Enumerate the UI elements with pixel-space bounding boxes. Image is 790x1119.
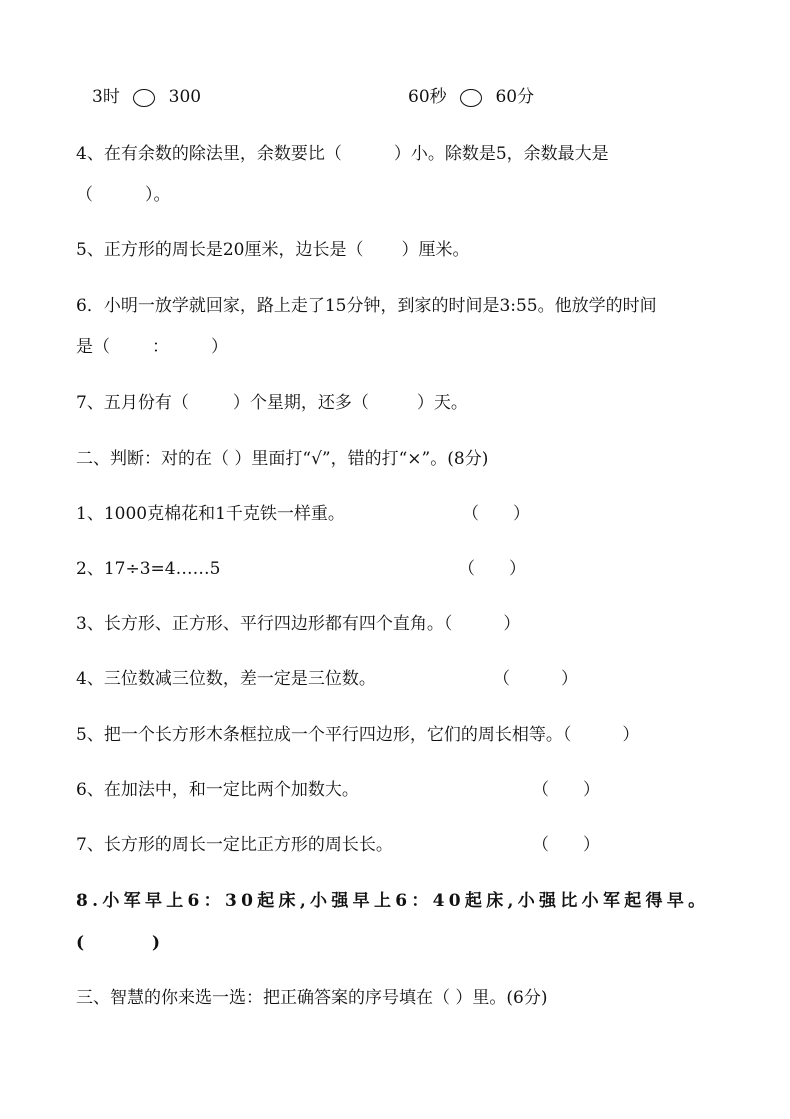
question-4-line1 [76,143,609,165]
question-6-text-c: ） [211,337,228,357]
judge-item-2 [76,558,220,580]
compare-row-right [408,86,534,108]
judge-item-text: 1、1000克棉花和1千克铁一样重。 [76,504,345,524]
compare-left-b: 300 [168,87,202,107]
judge-item-text: 5、把一个长方形木条框拉成一个平行四边形，它们的周长相等。 [76,725,563,745]
judge-item-text: 6、在加法中，和一定比两个加数大。 [76,780,359,800]
question-4-text-d: ）。 [145,185,171,205]
compare-right-b: 60分 [495,87,535,107]
judge-item-6 [76,779,359,801]
judge-item-8-line1: 8.小军早上6：30起床,小强早上6：40起床,小强比小军起得早。 [76,891,710,911]
judge-item-8-bracket[interactable]: ( ) [76,933,161,953]
judge-bracket-7[interactable]: （ ） [532,835,600,855]
question-7-text-b: ）个星期，还多（ [232,393,369,413]
section-3-heading: 三、智慧的你来选一选：把正确答案的序号填在（ ）里。(6分) [76,988,548,1008]
question-7 [76,392,468,414]
judge-bracket-3[interactable]: （ ） [443,614,521,634]
question-4-line2 [76,184,171,206]
compare-right-a: 60秒 [408,87,447,107]
question-4-text-c: （ [76,185,93,205]
judge-bracket-5[interactable]: （ ） [562,725,640,745]
question-7-text-a: 7、五月份有（ [76,393,189,413]
question-5 [76,239,469,261]
compare-circle-2[interactable] [460,89,482,107]
question-6-text-a: 6．小明一放学就回家，路上走了15分钟，到家的时间是3:55。他放学的时间 [76,296,657,316]
judge-item-text: 7、长方形的周长一定比正方形的周长长。 [76,835,393,855]
judge-bracket-6[interactable]: （ ） [532,780,600,800]
section-2-heading: 二、判断：对的在（ ）里面打“√”，错的打“×”。(8分) [76,449,489,469]
compare-left-a: 3时 [92,87,120,107]
question-5-text-b: ）厘米。 [401,240,470,260]
judge-item-3 [76,613,520,635]
question-4-text-a: 4、在有余数的除法里，余数要比（ [76,144,342,164]
judge-bracket-2[interactable]: （ ） [458,559,526,579]
question-7-text-c: ）天。 [416,393,468,413]
judge-item-text: 3、长方形、正方形、平行四边形都有四个直角。 [76,614,444,634]
judge-item-7 [76,834,393,856]
question-5-text-a: 5、正方形的周长是20厘米，边长是（ [76,240,364,260]
judge-item-1 [76,503,345,525]
judge-bracket-1[interactable]: （ ） [462,504,530,524]
judge-item-text: 4、三位数减三位数，差一定是三位数。 [76,669,376,689]
compare-row [92,86,201,108]
question-6-text-b: 是（ [76,337,110,357]
question-6-colon: ： [152,337,169,357]
judge-item-4 [76,668,376,690]
compare-circle-1[interactable] [133,89,155,107]
question-4-text-b: ）小。除数是5，余数最大是 [393,144,609,164]
question-6-line2 [76,336,228,358]
question-6-line1 [76,295,657,317]
judge-bracket-4[interactable]: （ ） [493,669,578,689]
judge-item-5 [76,724,639,746]
judge-item-text: 2、17÷3=4……5 [76,559,221,579]
